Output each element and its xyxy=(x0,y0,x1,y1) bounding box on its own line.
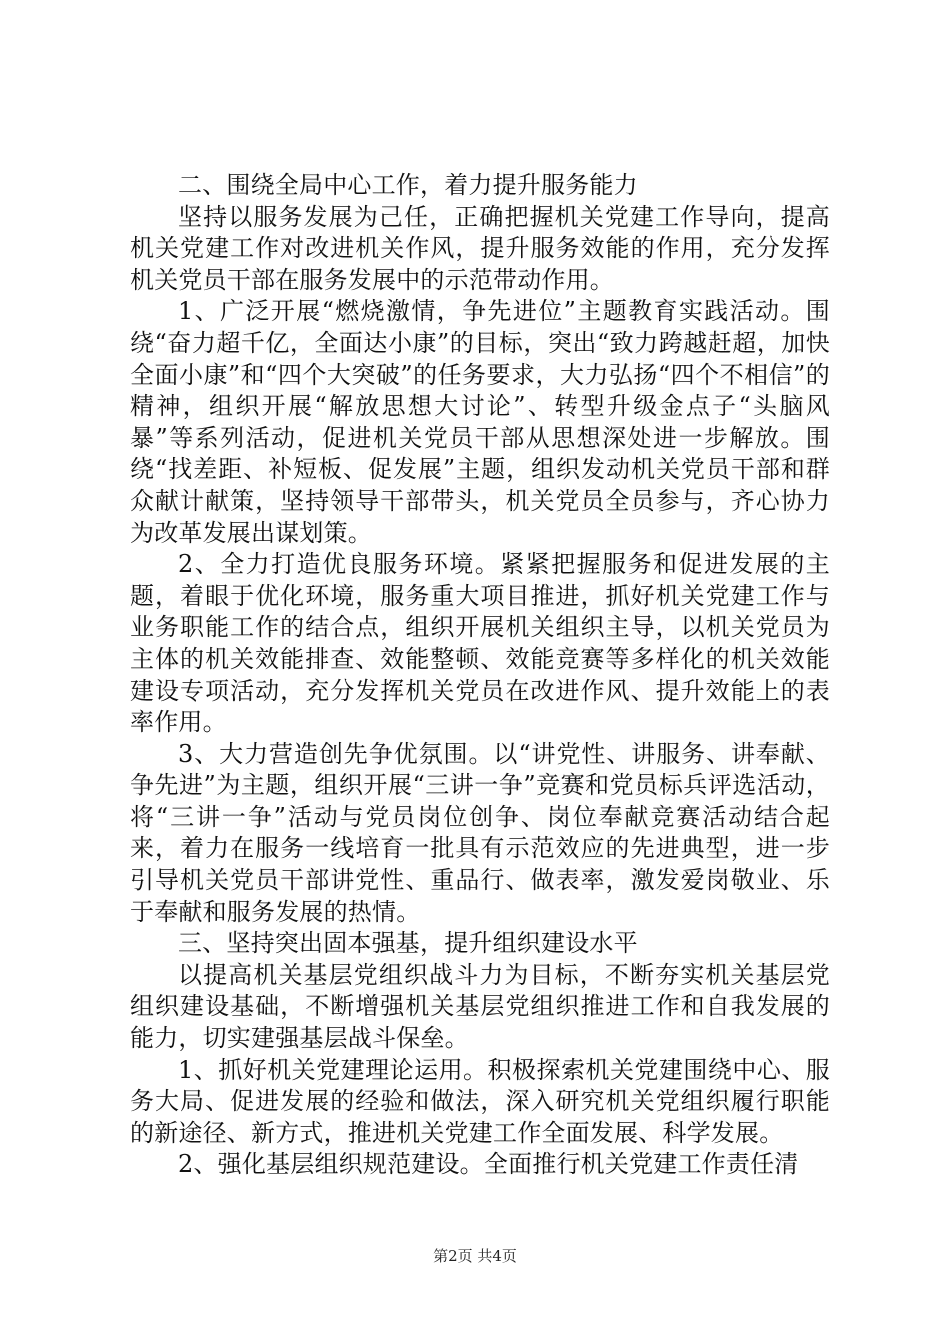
paragraph-3-1: 1、抓好机关党建理论运用。积极探索机关党建围绕中心、服务大局、促进发展的经验和做法，深入研究机关党组织履行职能的新途径、新方式，推进机关党建工作全面发展、科学发展。 xyxy=(130,1055,830,1147)
paragraph-3-2: 2、强化基层组织规范建设。全面推行机关党建工作责任清 xyxy=(178,1150,799,1179)
section-heading-2: 二、围绕全局中心工作，着力提升服务能力 xyxy=(178,171,638,199)
section-heading-3: 三、坚持突出固本强基，提升组织建设水平 xyxy=(178,929,638,958)
page-number-footer: 第2页 共4页 xyxy=(433,1247,517,1265)
paragraph-intro-3: 以提高机关基层党组织战斗力为目标，不断夯实机关基层党组织建设基础，不断增强机关基层党组织推进工作和自我发展的能力，切实建强基层战斗保垒。 xyxy=(130,960,830,1053)
paragraph-2-1: 1、广泛开展“燃烧激情，争先进位”主题教育实践活动。围绕“奋力超千亿，全面达小康”的目标，突出“致力跨越赶超，加快全面小康”和“四个大突破”的任务要求，大力弘扬“四个不相信”的精神，组织开展“解放思想大讨论”、转型升级金点子“头脑风暴”等系列活动，促进机关党员干部从思想深处进一步解放。围绕“找差距、补短板、促发展”主题，组织发动机关党员干部和群众献计献策，坚持领导干部带头，机关党员全员参与，齐心协力为改革发展出谋划策。 xyxy=(130,297,830,547)
paragraph-2-2: 2、全力打造优良服务环境。紧紧把握服务和促进发展的主题，着眼于优化环境，服务重大项目推进，抓好机关党建工作与业务职能工作的结合点，组织开展机关组织主导，以机关党员为主体的机关效能排查、效能整顿、效能竞赛等多样化的机关效能建设专项活动，充分发挥机关党员在改进作风、提升效能上的表率作用。 xyxy=(130,550,830,737)
paragraph-2-3: 3、大力营造创先争优氛围。以“讲党性、讲服务、讲奉献、争先进”为主题，组织开展“三讲一争”竞赛和党员标兵评选活动，将“三讲一争”活动与党员岗位创争、岗位奉献竞赛活动结合起来，着力在服务一线培育一批具有示范效应的先进典型，进一步引导机关党员干部讲党性、重品行、做表率，激发爱岗敬业、乐于奉献和服务发展的热情。 xyxy=(130,739,830,926)
paragraph-intro-2: 坚持以服务发展为己任，正确把握机关党建工作导向，提高机关党建工作对改进机关作风，提升服务效能的作用，充分发挥机关党员干部在服务发展中的示范带动作用。 xyxy=(130,202,830,294)
document-body xyxy=(130,170,830,1181)
